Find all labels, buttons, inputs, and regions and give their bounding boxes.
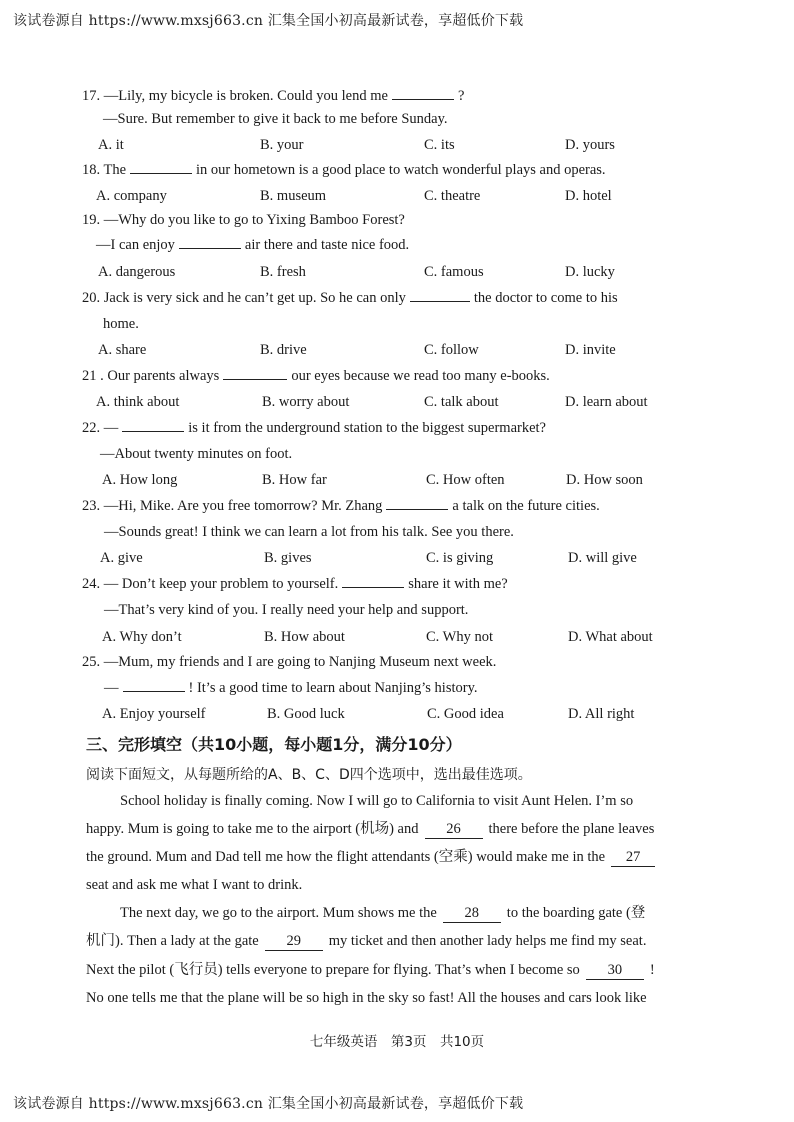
answer-option: B. museum (260, 188, 327, 204)
answer-blank (410, 289, 470, 302)
question-text: ? (457, 88, 465, 104)
cloze-blank-number: 28 (443, 904, 501, 923)
passage-line (120, 792, 633, 810)
question-text: —Sounds great! I think we can learn a lot from his talk. See you there. (104, 524, 514, 540)
passage-line (86, 932, 646, 951)
answer-option: C. talk about (424, 394, 499, 410)
answer-option: C. theatre (424, 188, 481, 204)
question-line (82, 653, 496, 671)
answer-option: D. How soon (566, 472, 643, 488)
answer-option: D. yours (565, 137, 615, 153)
question-line (104, 523, 514, 541)
question-text: a talk on the future cities. (452, 498, 600, 514)
passage-line (86, 989, 647, 1007)
question-text: 18. The (82, 162, 127, 178)
page-footer: 七年级英语 第3页 共10页 (309, 1034, 485, 1050)
question-line (82, 289, 618, 307)
answer-option: B. worry about (262, 394, 350, 410)
passage-text: happy. Mum is going to take me to the airport (机场) and (86, 821, 419, 837)
question-text: —That’s very kind of you. I really need your help and support. (104, 602, 469, 618)
question-line (82, 497, 600, 515)
passage-text: The next day, we go to the airport. Mum shows me the (120, 905, 437, 921)
question-text: —About twenty minutes on foot. (100, 446, 293, 462)
passage-text: seat and ask me what I want to drink. (86, 877, 303, 893)
answer-option: D. learn about (565, 394, 648, 410)
passage-line (86, 848, 661, 867)
answer-option: C. famous (424, 264, 484, 280)
question-text: —I can enjoy (96, 237, 175, 253)
answer-option: D. will give (568, 550, 637, 566)
question-text: ! It’s a good time to learn about Nanjing’s history. (188, 680, 478, 696)
question-line (96, 236, 409, 254)
answer-option: A. give (100, 550, 143, 566)
answer-blank (122, 419, 184, 432)
question-line (82, 367, 550, 385)
cloze-blank-number: 27 (611, 848, 655, 867)
cloze-blank-number: 29 (265, 932, 323, 951)
passage-text: School holiday is finally coming. Now I will go to California to visit Aunt Helen. I’m so (120, 793, 634, 809)
passage-line (86, 876, 302, 894)
answer-option: B. fresh (260, 264, 306, 280)
source-banner-top: 该试卷源自 https://www.mxsj663.cn 汇集全国小初高最新试卷，享超低价下载 (13, 13, 524, 29)
passage-line (86, 820, 654, 839)
answer-blank (392, 87, 454, 100)
answer-option: C. Why not (426, 629, 493, 645)
cloze-blank-number: 30 (586, 961, 644, 980)
source-banner-bottom: 该试卷源自 https://www.mxsj663.cn 汇集全国小初高最新试卷，享超低价下载 (13, 1096, 524, 1112)
answer-option: B. drive (260, 342, 307, 358)
question-text: 24. — Don’t keep your problem to yourself. (82, 576, 339, 592)
question-text: our eyes because we read too many e-books. (291, 368, 550, 384)
question-line (82, 211, 405, 229)
question-text: 22. — (82, 420, 119, 436)
answer-option: A. How long (102, 472, 178, 488)
question-text: is it from the underground station to the biggest supermarket? (188, 420, 546, 436)
passage-text: the ground. Mum and Dad tell me how the flight attendants (空乘) would make me in the (86, 849, 606, 865)
answer-option: B. How far (262, 472, 327, 488)
answer-option: B. gives (264, 550, 312, 566)
answer-option: A. share (98, 342, 147, 358)
answer-blank (123, 679, 185, 692)
passage-text: 机门). Then a lady at the gate (86, 933, 259, 949)
answer-option: B. How about (264, 629, 345, 645)
answer-option: D. lucky (565, 264, 615, 280)
answer-option: C. How often (426, 472, 505, 488)
answer-option: C. its (424, 137, 455, 153)
question-line (104, 679, 478, 697)
answer-blank (130, 161, 192, 174)
answer-blank (223, 367, 287, 380)
question-text: —Sure. But remember to give it back to me before Sunday. (103, 111, 448, 127)
passage-text: my ticket and then another lady helps me find my seat. (328, 933, 647, 949)
answer-option: C. Good idea (427, 706, 504, 722)
question-text: the doctor to come to his (473, 290, 618, 306)
passage-text: there before the plane leaves (488, 821, 655, 837)
section-title: 三、完形填空（共10小题，每小题1分，满分10分） (86, 735, 462, 754)
answer-option: A. company (96, 188, 167, 204)
answer-blank (179, 236, 241, 249)
cloze-blank-number: 26 (425, 820, 483, 839)
answer-blank (342, 575, 404, 588)
answer-option: D. All right (568, 706, 635, 722)
answer-blank (386, 497, 448, 510)
section-instruction: 阅读下面短文，从每题所给的A、B、C、D四个选项中，选出最佳选项。 (86, 767, 532, 783)
passage-text: ! (649, 962, 655, 978)
question-line (82, 87, 464, 105)
answer-option: A. think about (96, 394, 180, 410)
question-line (104, 601, 468, 619)
passage-text: Next the pilot (飞行员) tells everyone to prepare for flying. That’s when I become so (86, 962, 580, 978)
answer-option: C. is giving (426, 550, 494, 566)
question-line (82, 575, 508, 593)
question-text: 21 . Our parents always (82, 368, 220, 384)
question-text: 23. —Hi, Mike. Are you free tomorrow? Mr. Zhang (82, 498, 383, 514)
passage-text: No one tells me that the plane will be so high in the sky so fast! All the houses and cars look like (86, 990, 647, 1006)
question-text: 17. —Lily, my bicycle is broken. Could you lend me (82, 88, 388, 104)
question-text: 25. —Mum, my friends and I are going to Nanjing Museum next week. (82, 654, 497, 670)
answer-option: A. Why don’t (102, 629, 182, 645)
question-text: in our hometown is a good place to watch wonderful plays and operas. (196, 162, 606, 178)
answer-option: C. follow (424, 342, 479, 358)
question-line (103, 110, 448, 128)
answer-option: A. Enjoy yourself (102, 706, 206, 722)
answer-option: D. hotel (565, 188, 612, 204)
answer-option: D. What about (568, 629, 653, 645)
question-text: air there and taste nice food. (244, 237, 410, 253)
passage-text: to the boarding gate (登 (506, 905, 646, 921)
answer-option: D. invite (565, 342, 616, 358)
answer-option: B. your (260, 137, 304, 153)
question-text: home. (103, 316, 139, 332)
question-text: 20. Jack is very sick and he can’t get up. So he can only (82, 290, 406, 306)
question-line (82, 419, 546, 437)
question-line (100, 445, 292, 463)
answer-option: B. Good luck (267, 706, 345, 722)
answer-option: A. dangerous (98, 264, 176, 280)
question-line (103, 315, 139, 333)
question-text: share it with me? (408, 576, 508, 592)
passage-line (120, 904, 645, 923)
answer-option: A. it (98, 137, 124, 153)
passage-line (86, 961, 655, 980)
question-text: — (104, 680, 119, 696)
question-line (82, 161, 606, 179)
question-text: 19. —Why do you like to go to Yixing Bamboo Forest? (82, 212, 405, 228)
